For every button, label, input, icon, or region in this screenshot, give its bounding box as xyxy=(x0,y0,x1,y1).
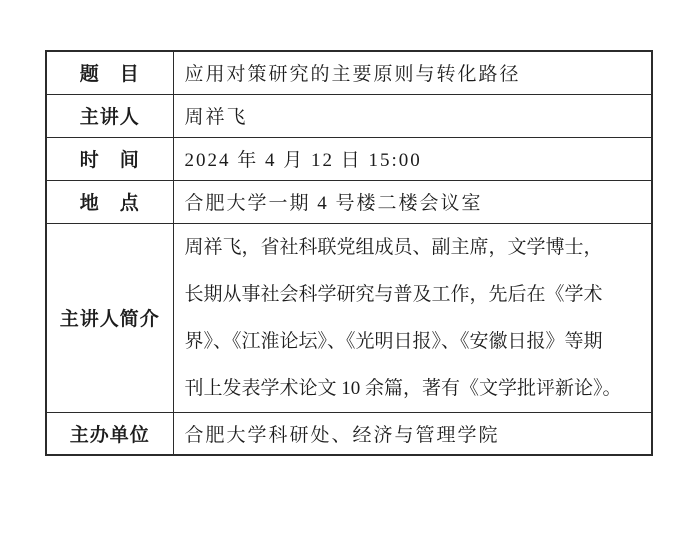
lecture-info-table xyxy=(45,50,653,456)
row-value-title: 应用对策研究的主要原则与转化路径 xyxy=(173,51,652,94)
bio-line: 界》、《江淮论坛》、《光明日报》、《安徽日报》等期 xyxy=(184,330,603,352)
row-label-organizer: 主办单位 xyxy=(46,412,173,455)
row-value-time: 2024 年 4 月 12 日 15:00 xyxy=(173,137,652,180)
row-value-location: 合肥大学一期 4 号楼二楼会议室 xyxy=(173,180,652,223)
bio-line: 刊上发表学术论文 10 余篇，著有《文学批评新论》。 xyxy=(184,377,622,399)
table-row-location xyxy=(46,180,652,223)
table-row-bio xyxy=(46,223,652,412)
table-row-organizer xyxy=(46,412,652,455)
row-value-bio xyxy=(173,223,652,412)
row-label-bio: 主讲人简介 xyxy=(46,223,173,412)
bio-line: 长期从事社会科学研究与普及工作，先后在《学术 xyxy=(184,283,603,305)
row-label-title: 题 目 xyxy=(46,51,173,94)
table-row-speaker xyxy=(46,94,652,137)
bio-line: 周祥飞，省社科联党组成员、副主席，文学博士， xyxy=(184,236,603,258)
table-row-time xyxy=(46,137,652,180)
row-label-location: 地 点 xyxy=(46,180,173,223)
row-value-speaker: 周祥飞 xyxy=(173,94,652,137)
row-label-speaker: 主讲人 xyxy=(46,94,173,137)
row-label-time: 时 间 xyxy=(46,137,173,180)
row-value-organizer: 合肥大学科研处、经济与管理学院 xyxy=(173,412,652,455)
table-row-title xyxy=(46,51,652,94)
